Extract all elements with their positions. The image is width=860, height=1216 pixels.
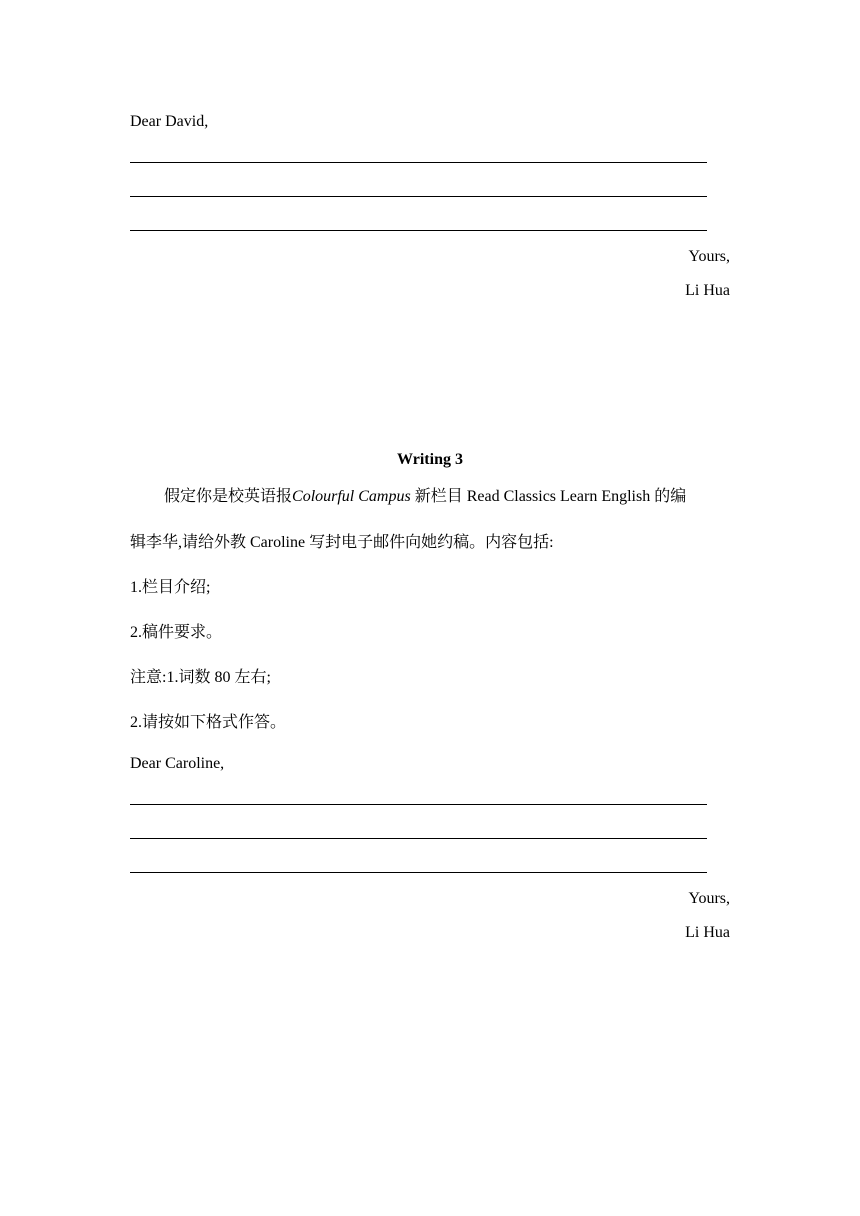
prompt-line-2: 辑李华,请给外教 Caroline 写封电子邮件向她约稿。内容包括: <box>130 534 554 551</box>
prompt-part1: 假定你是校英语报 <box>164 488 293 505</box>
letter2-closing: Yours, <box>688 890 730 907</box>
note-1: 注意:1.词数 80 左右; <box>130 669 271 686</box>
answer-line <box>130 872 707 873</box>
letter1-signature: Li Hua <box>685 282 730 299</box>
requirement-item-2: 2.稿件要求。 <box>130 624 223 641</box>
prompt-italic: Colourful Campus <box>292 488 411 505</box>
answer-line <box>130 838 707 839</box>
prompt-line-1 <box>130 489 764 505</box>
prompt-part2: 新栏目 Read Classics Learn English 的编 <box>414 488 687 505</box>
letter2-greeting: Dear Caroline, <box>130 755 225 772</box>
letter1-greeting: Dear David, <box>130 113 209 130</box>
section-title: Writing 3 <box>397 451 463 468</box>
note-2: 2.请按如下格式作答。 <box>130 714 287 731</box>
answer-line <box>130 804 707 805</box>
answer-line <box>130 162 707 163</box>
letter1-closing: Yours, <box>688 248 730 265</box>
answer-line <box>130 196 707 197</box>
letter2-signature: Li Hua <box>685 924 730 941</box>
requirement-item-1: 1.栏目介绍; <box>130 579 211 596</box>
answer-line <box>130 230 707 231</box>
